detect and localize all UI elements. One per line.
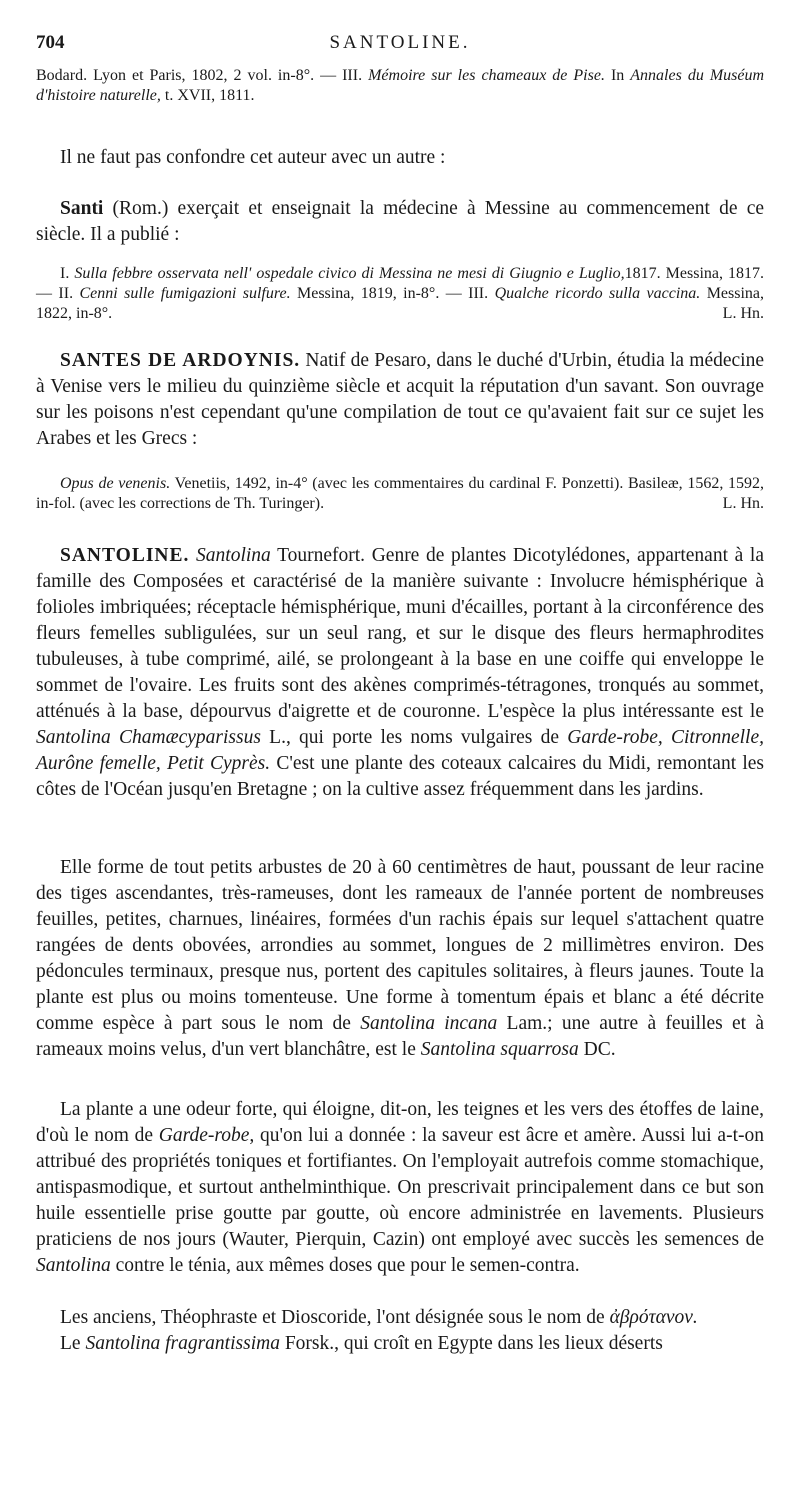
headword-santi: Santi: [60, 198, 104, 219]
santi-works: I. Sulla febbre osservata nell' ospedale civico di Messina ne mesi di Giugnio e Luglio,1817. Messina, 1817. — II. Cenni sulle fumigazioni sulfure. Messina, 1819, in-8°. — III. Qualche ricordo sulla vaccina. Messina, 1822, in-8°. L. Hn.: [36, 265, 765, 322]
headword-santes: SANTES DE ARDOYNIS.: [60, 350, 301, 371]
santi-entry: Santi (Rom.) exerçait et enseignait la médecine à Messine au commencement de ce siècle. Il a publié :: [36, 198, 764, 245]
santes-entry: SANTES DE ARDOYNIS. Natif de Pesaro, dans le duché d'Urbin, étudia la médecine à Venise vers le milieu du quinzième siècle et acquit la réputation d'un savant. Son ouvrage sur les poisons n'est cependant qu'une compilation de tout ce qu'avaient fait sur ce sujet les Arabes et les Grecs :: [36, 350, 764, 449]
running-header: [36, 32, 764, 56]
page-number: 704: [36, 32, 65, 53]
bodard-bibliography: Bodard. Lyon et Paris, 1802, 2 vol. in-8°. — III. Mémoire sur les chameaux de Pise. In Annales du Muséum d'histoire naturelle, t. XVII, 1811.: [36, 67, 765, 104]
running-title: SANTOLINE.: [329, 32, 471, 53]
author-signature: L. Hn.: [722, 305, 764, 322]
santes-works: Opus de venenis. Venetiis, 1492, in-4° (avec les commentaires du cardinal F. Ponzetti). Basileæ, 1562, 1592, in-fol. (avec les corrections de Th. Turinger). L. Hn.: [36, 475, 765, 512]
santoline-fragrantissima: Le Santolina fragrantissima Forsk., qui croît en Egypte dans les lieux déserts: [60, 1333, 663, 1354]
santoline-description: Elle forme de tout petits arbustes de 20 à 60 centimètres de haut, poussant de leur racine des tiges ascendantes, très-rameuses, dont les rameaux de l'année portent de nombreuses feuilles, petites, charnues, linéaires, formées d'un rachis épais sur lequel s'attachent quatre rangées de dents obovées, arrondies au sommet, longues de 2 millimètres environ. Des pédoncules terminaux, presque nus, portent des capitules solitaires, à fleurs jaunes. Toute la plante est plus ou moins tomenteuse. Une forme à tomentum épais et blanc a été décrite comme espèce à part sous le nom de Santolina incana Lam.; une autre à feuilles et à rameaux moins velus, d'un vert blanchâtre, est le Santolina squarrosa DC.: [36, 857, 764, 1060]
santoline-entry: SANTOLINE. Santolina Tournefort. Genre de plantes Dicotylédones, appartenant à la famille des Composées et caractérisé de la manière suivante : Involucre hémisphérique à folioles imbriquées; réceptacle hémisphérique, muni d'écailles, portant à la circonférence des fleurs femelles subligulées, sur un seul rang, et sur le disque des fleurs hermaphrodites tubuleuses, à tube comprimé, ailé, se prolongeant à la base en une coiffe qui enveloppe le sommet de l'ovaire. Les fruits sont des akènes comprimés-tétragones, tronqués au sommet, atténués à la base, dépourvus d'aigrette et de couronne. L'espèce la plus intéressante est le Santolina Chamæcyparissus L., qui porte les noms vulgaires de Garde-robe, Citronnelle, Aurône femelle, Petit Cyprès. C'est une plante des coteaux calcaires du Midi, remontant les côtes de l'Océan jusqu'en Bretagne ; on la cultive assez fréquemment dans les jardins.: [36, 545, 765, 800]
author-signature: L. Hn.: [722, 495, 764, 512]
santoline-uses: La plante a une odeur forte, qui éloigne, dit-on, les teignes et les vers des étoffes de laine, d'où le nom de Garde-robe, qu'on lui a donnée : la saveur est âcre et amère. Aussi lui a-t-on attribué des propriétés toniques et fortifiantes. On l'employait autrefois comme stomachique, antispasmodique, et surtout anthelminthique. On prescrivait principalement dans ce but son huile essentielle prise goutte par goutte, où encore administrée en lavements. Plusieurs praticiens de nos jours (Wauter, Pierquin, Cazin) ont employé avec succès les semences de Santolina contre le ténia, aux mêmes doses que pour le semen-contra.: [36, 1099, 764, 1276]
headword-santoline: SANTOLINE.: [60, 545, 190, 566]
intro-sentence: Il ne faut pas confondre cet auteur avec un autre :: [60, 147, 446, 168]
santoline-ancients: Les anciens, Théophraste et Dioscoride, l'ont désignée sous le nom de ἀβρότανον.: [60, 1307, 698, 1328]
